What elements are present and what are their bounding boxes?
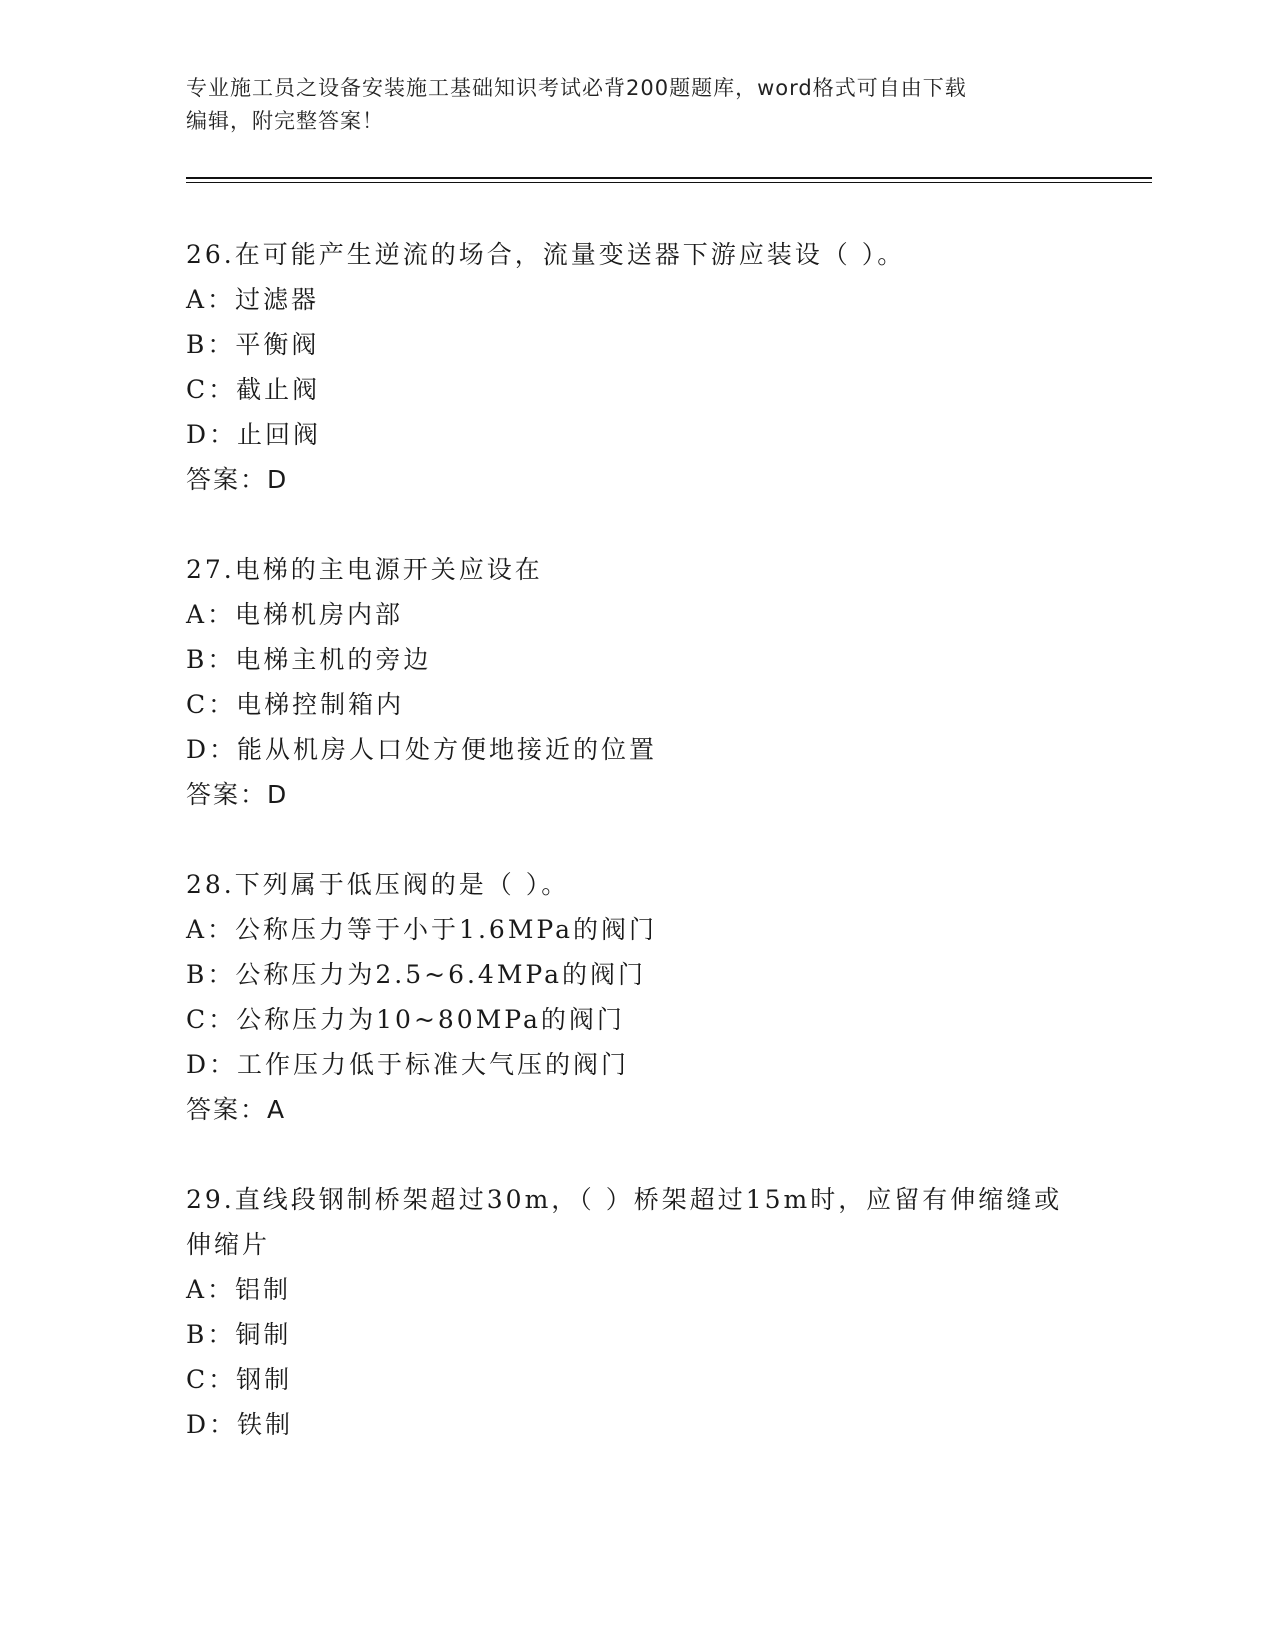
- option-c: C：公称压力为10~80MPa的阀门: [186, 1005, 625, 1034]
- question-26: [186, 232, 1086, 502]
- option-c: C：钢制: [186, 1365, 293, 1394]
- question-stem: 28.下列属于低压阀的是（ ）。: [186, 870, 570, 899]
- question-28: [186, 862, 1086, 1132]
- question-stem: 26.在可能产生逆流的场合，流量变送器下游应装设（ ）。: [186, 240, 906, 269]
- option-d: D：铁制: [186, 1410, 294, 1439]
- answer: 答案：A: [186, 1095, 287, 1124]
- document-header: [186, 72, 1076, 138]
- question-stem: 27.电梯的主电源开关应设在: [186, 555, 543, 584]
- option-b: B：公称压力为2.5~6.4MPa的阀门: [186, 960, 647, 989]
- question-27: [186, 547, 1086, 817]
- header-divider-thin: [186, 182, 1152, 183]
- option-c: C：电梯控制箱内: [186, 690, 405, 719]
- option-b: B：平衡阀: [186, 330, 320, 359]
- option-d: D：工作压力低于标准大气压的阀门: [186, 1050, 630, 1079]
- option-b: B：电梯主机的旁边: [186, 645, 432, 674]
- question-29: [186, 1177, 1086, 1447]
- question-list: [186, 232, 1086, 1492]
- option-a: A：过滤器: [186, 285, 320, 314]
- option-a: A：公称压力等于小于1.6MPa的阀门: [186, 915, 658, 944]
- option-c: C：截止阀: [186, 375, 321, 404]
- option-b: B：铜制: [186, 1320, 292, 1349]
- option-a: A：电梯机房内部: [186, 600, 404, 629]
- option-a: A：铝制: [186, 1275, 292, 1304]
- answer: 答案：D: [186, 780, 289, 809]
- header-divider-thick: [186, 177, 1152, 179]
- answer: 答案：D: [186, 465, 289, 494]
- header-line-1: 专业施工员之设备安装施工基础知识考试必背200题题库，word格式可自由下载: [186, 76, 967, 100]
- option-d: D：止回阀: [186, 420, 322, 449]
- question-stem-line-1: 29.直线段钢制桥架超过30m，（ ）桥架超过15m时，应留有伸缩缝或: [186, 1185, 1063, 1214]
- header-line-2: 编辑，附完整答案！: [186, 109, 384, 133]
- option-d: D：能从机房人口处方便地接近的位置: [186, 735, 658, 764]
- question-stem-line-2: 伸缩片: [186, 1230, 271, 1259]
